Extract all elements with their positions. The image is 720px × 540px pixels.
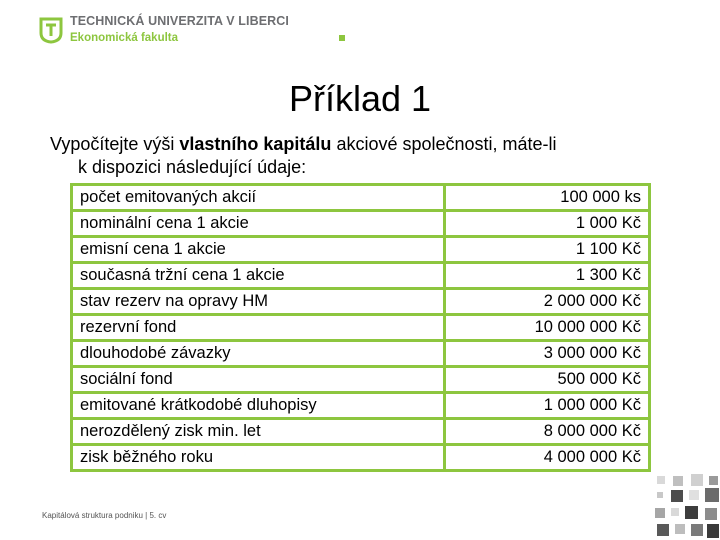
intro-paragraph	[50, 133, 690, 179]
intro-after: akciové společnosti, máte-li	[331, 134, 557, 154]
intro-before: Vypočítejte výši	[50, 134, 180, 154]
row-value: 4 000 000 Kč	[445, 445, 650, 471]
intro-line2: k dispozici následující údaje:	[78, 157, 307, 177]
table-row	[72, 393, 650, 419]
row-value: 500 000 Kč	[445, 367, 650, 393]
row-label: stav rezerv na opravy HM	[72, 289, 445, 315]
faculty-label: Ekonomická fakulta	[70, 32, 179, 44]
table-row	[72, 237, 650, 263]
table-row	[72, 289, 650, 315]
table-row	[72, 341, 650, 367]
tul-logo-icon	[38, 16, 64, 44]
row-label: sociální fond	[72, 367, 445, 393]
table-row	[72, 315, 650, 341]
table-row	[72, 211, 650, 237]
faculty-square-icon	[339, 35, 345, 41]
university-name: TECHNICKÁ UNIVERZITA V LIBERCI	[70, 14, 289, 28]
row-label: současná tržní cena 1 akcie	[72, 263, 445, 289]
row-label: rezervní fond	[72, 315, 445, 341]
row-value: 1 000 000 Kč	[445, 393, 650, 419]
data-table	[70, 183, 651, 472]
title-text: Příklad 1	[288, 78, 432, 119]
table-row	[72, 185, 650, 211]
row-label: emisní cena 1 akcie	[72, 237, 445, 263]
footer-text: Kapitálová struktura podniku | 5. cv	[42, 511, 167, 520]
row-value: 1 300 Kč	[445, 263, 650, 289]
row-label: zisk běžného roku	[72, 445, 445, 471]
page-title	[0, 78, 720, 120]
decorative-pattern-icon	[651, 470, 720, 540]
header	[38, 14, 345, 50]
row-value: 1 000 Kč	[445, 211, 650, 237]
row-value: 2 000 000 Kč	[445, 289, 650, 315]
table-row	[72, 445, 650, 471]
row-value: 3 000 000 Kč	[445, 341, 650, 367]
row-label: dlouhodobé závazky	[72, 341, 445, 367]
row-value: 1 100 Kč	[445, 237, 650, 263]
row-value: 100 000 ks	[445, 185, 650, 211]
row-label: nominální cena 1 akcie	[72, 211, 445, 237]
row-label: počet emitovaných akcií	[72, 185, 445, 211]
row-value: 8 000 000 Kč	[445, 419, 650, 445]
row-value: 10 000 000 Kč	[445, 315, 650, 341]
faculty-name	[70, 31, 345, 45]
row-label: nerozdělený zisk min. let	[72, 419, 445, 445]
row-label: emitované krátkodobé dluhopisy	[72, 393, 445, 419]
table-row	[72, 367, 650, 393]
table-row	[72, 419, 650, 445]
table-row	[72, 263, 650, 289]
intro-bold: vlastního kapitálu	[179, 134, 332, 154]
